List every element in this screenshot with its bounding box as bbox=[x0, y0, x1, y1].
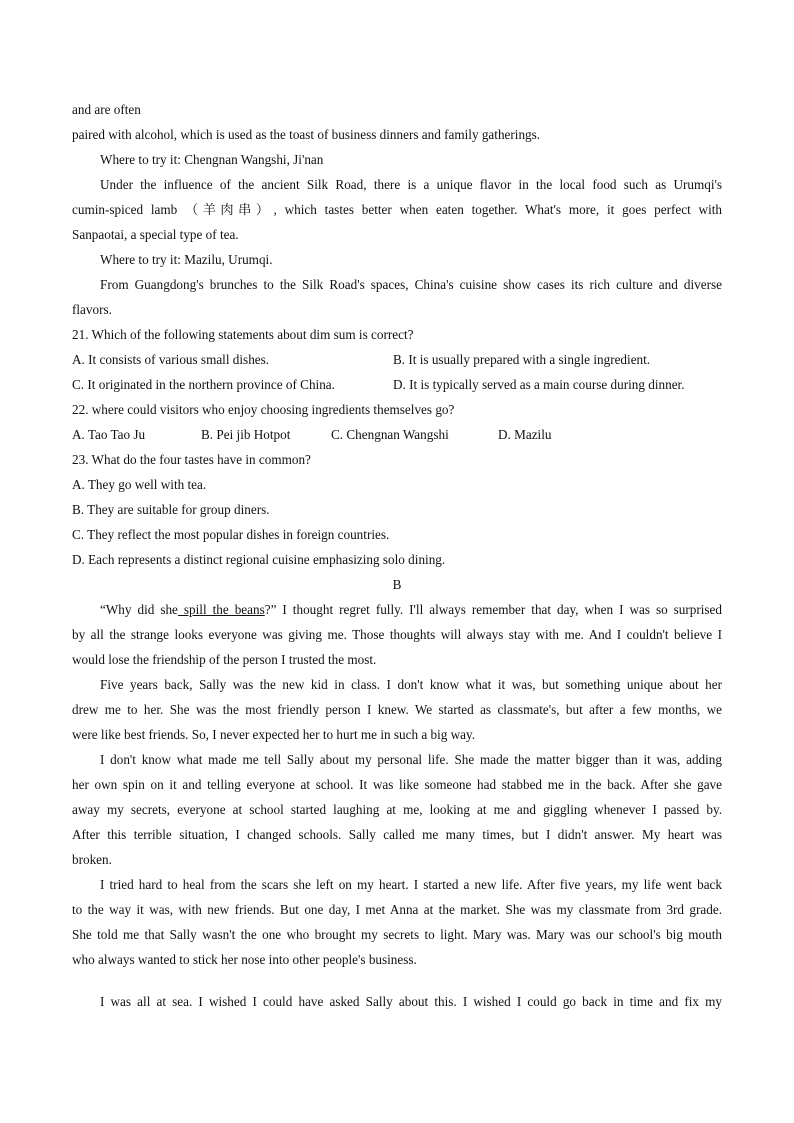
option: A. It consists of various small dishes. bbox=[72, 352, 270, 367]
option: D. Each represents a distinct regional cuisine emphasizing solo dining. bbox=[72, 552, 446, 567]
text-line: paired with alcohol, which is used as the toast of business dinners and family gatherings. bbox=[72, 127, 541, 142]
text-line: broken. bbox=[72, 852, 112, 867]
text-line: Five years back, Sally was the new kid in class. I don't know what it was, but something unique about her bbox=[100, 677, 722, 692]
underlined-phrase: spill the beans bbox=[177, 602, 265, 617]
option-row bbox=[72, 372, 722, 397]
option: B. Pei jib Hotpot bbox=[201, 427, 291, 442]
text-line: and are often bbox=[72, 102, 141, 117]
option: A. Tao Tao Ju bbox=[72, 427, 146, 442]
text-line: by all the strange looks everyone was giving me. Those thoughts will always stay with me. And I couldn't believe I bbox=[72, 627, 722, 642]
text-line: away my secrets, everyone at school started laughing at me, looking at me and giggling whenever I passed by. bbox=[72, 802, 722, 817]
text-line: were like best friends. So, I never expected her to hurt me in such a big way. bbox=[72, 727, 476, 742]
text-line: would lose the friendship of the person I trusted the most. bbox=[72, 652, 377, 667]
option: D. It is typically served as a main course during dinner. bbox=[393, 377, 685, 392]
option: A. They go well with tea. bbox=[72, 477, 207, 492]
text-line: who always wanted to stick her nose into other people's business. bbox=[72, 952, 417, 967]
text-line: She told me that Sally wasn't the one who brought my secrets to light. Mary was. Mary was our school's big mouth bbox=[72, 927, 722, 942]
option-row bbox=[72, 422, 722, 447]
text-line: drew me to her. She was the most friendly person I knew. We started as classmate's, but after a few months, we bbox=[72, 702, 722, 717]
option-row bbox=[72, 347, 722, 372]
option: C. They reflect the most popular dishes in foreign countries. bbox=[72, 527, 390, 542]
text-line: Under the influence of the ancient Silk Road, there is a unique flavor in the local food such as Urumqi's bbox=[100, 177, 722, 192]
where-to-try: Where to try it: Chengnan Wangshi, Ji'nan bbox=[100, 152, 324, 167]
question-stem: 21. Which of the following statements about dim sum is correct? bbox=[72, 327, 414, 342]
text-line: I tried hard to heal from the scars she left on my heart. I started a new life. After five years, my life went back bbox=[100, 877, 722, 892]
text-line: I was all at sea. I wished I could have asked Sally about this. I wished I could go back in time and fix my bbox=[100, 994, 722, 1009]
option: C. Chengnan Wangshi bbox=[331, 427, 449, 442]
text-line: her own spin on it and telling everyone at school. It was like someone had stabbed me in the back. After she gave bbox=[72, 777, 722, 792]
section-heading: B bbox=[392, 577, 402, 592]
text-line bbox=[72, 597, 722, 622]
text-span: “Why did she bbox=[100, 602, 178, 617]
text-line: flavors. bbox=[72, 302, 112, 317]
question-stem: 23. What do the four tastes have in common? bbox=[72, 452, 311, 467]
question-stem: 22. where could visitors who enjoy choosing ingredients themselves go? bbox=[72, 402, 455, 417]
document-page bbox=[72, 97, 722, 1014]
text-line: After this terrible situation, I changed schools. Sally called me many times, but I didn't answer. My heart was bbox=[72, 827, 722, 842]
text-line: I don't know what made me tell Sally about my personal life. She made the matter bigger than it was, adding bbox=[100, 752, 722, 767]
option: C. It originated in the northern province of China. bbox=[72, 377, 335, 392]
option: B. It is usually prepared with a single ingredient. bbox=[393, 352, 651, 367]
text-line: Sanpaotai, a special type of tea. bbox=[72, 227, 239, 242]
where-to-try: Where to try it: Mazilu, Urumqi. bbox=[100, 252, 273, 267]
text-line: From Guangdong's brunches to the Silk Road's spaces, China's cuisine show cases its rich culture and diverse bbox=[100, 277, 722, 292]
text-line: cumin-spiced lamb （羊肉串）, which tastes better when eaten together. What's more, it goes perfect with bbox=[72, 202, 722, 217]
option: D. Mazilu bbox=[498, 427, 552, 442]
text-line: to the way it was, with new friends. But one day, I met Anna at the market. She was my classmate from 3rd grade. bbox=[72, 902, 722, 917]
paragraph-gap bbox=[72, 972, 722, 989]
option: B. They are suitable for group diners. bbox=[72, 502, 270, 517]
text-span: ?” I thought regret fully. I'll always remember that day, when I was so surprised bbox=[264, 602, 722, 617]
